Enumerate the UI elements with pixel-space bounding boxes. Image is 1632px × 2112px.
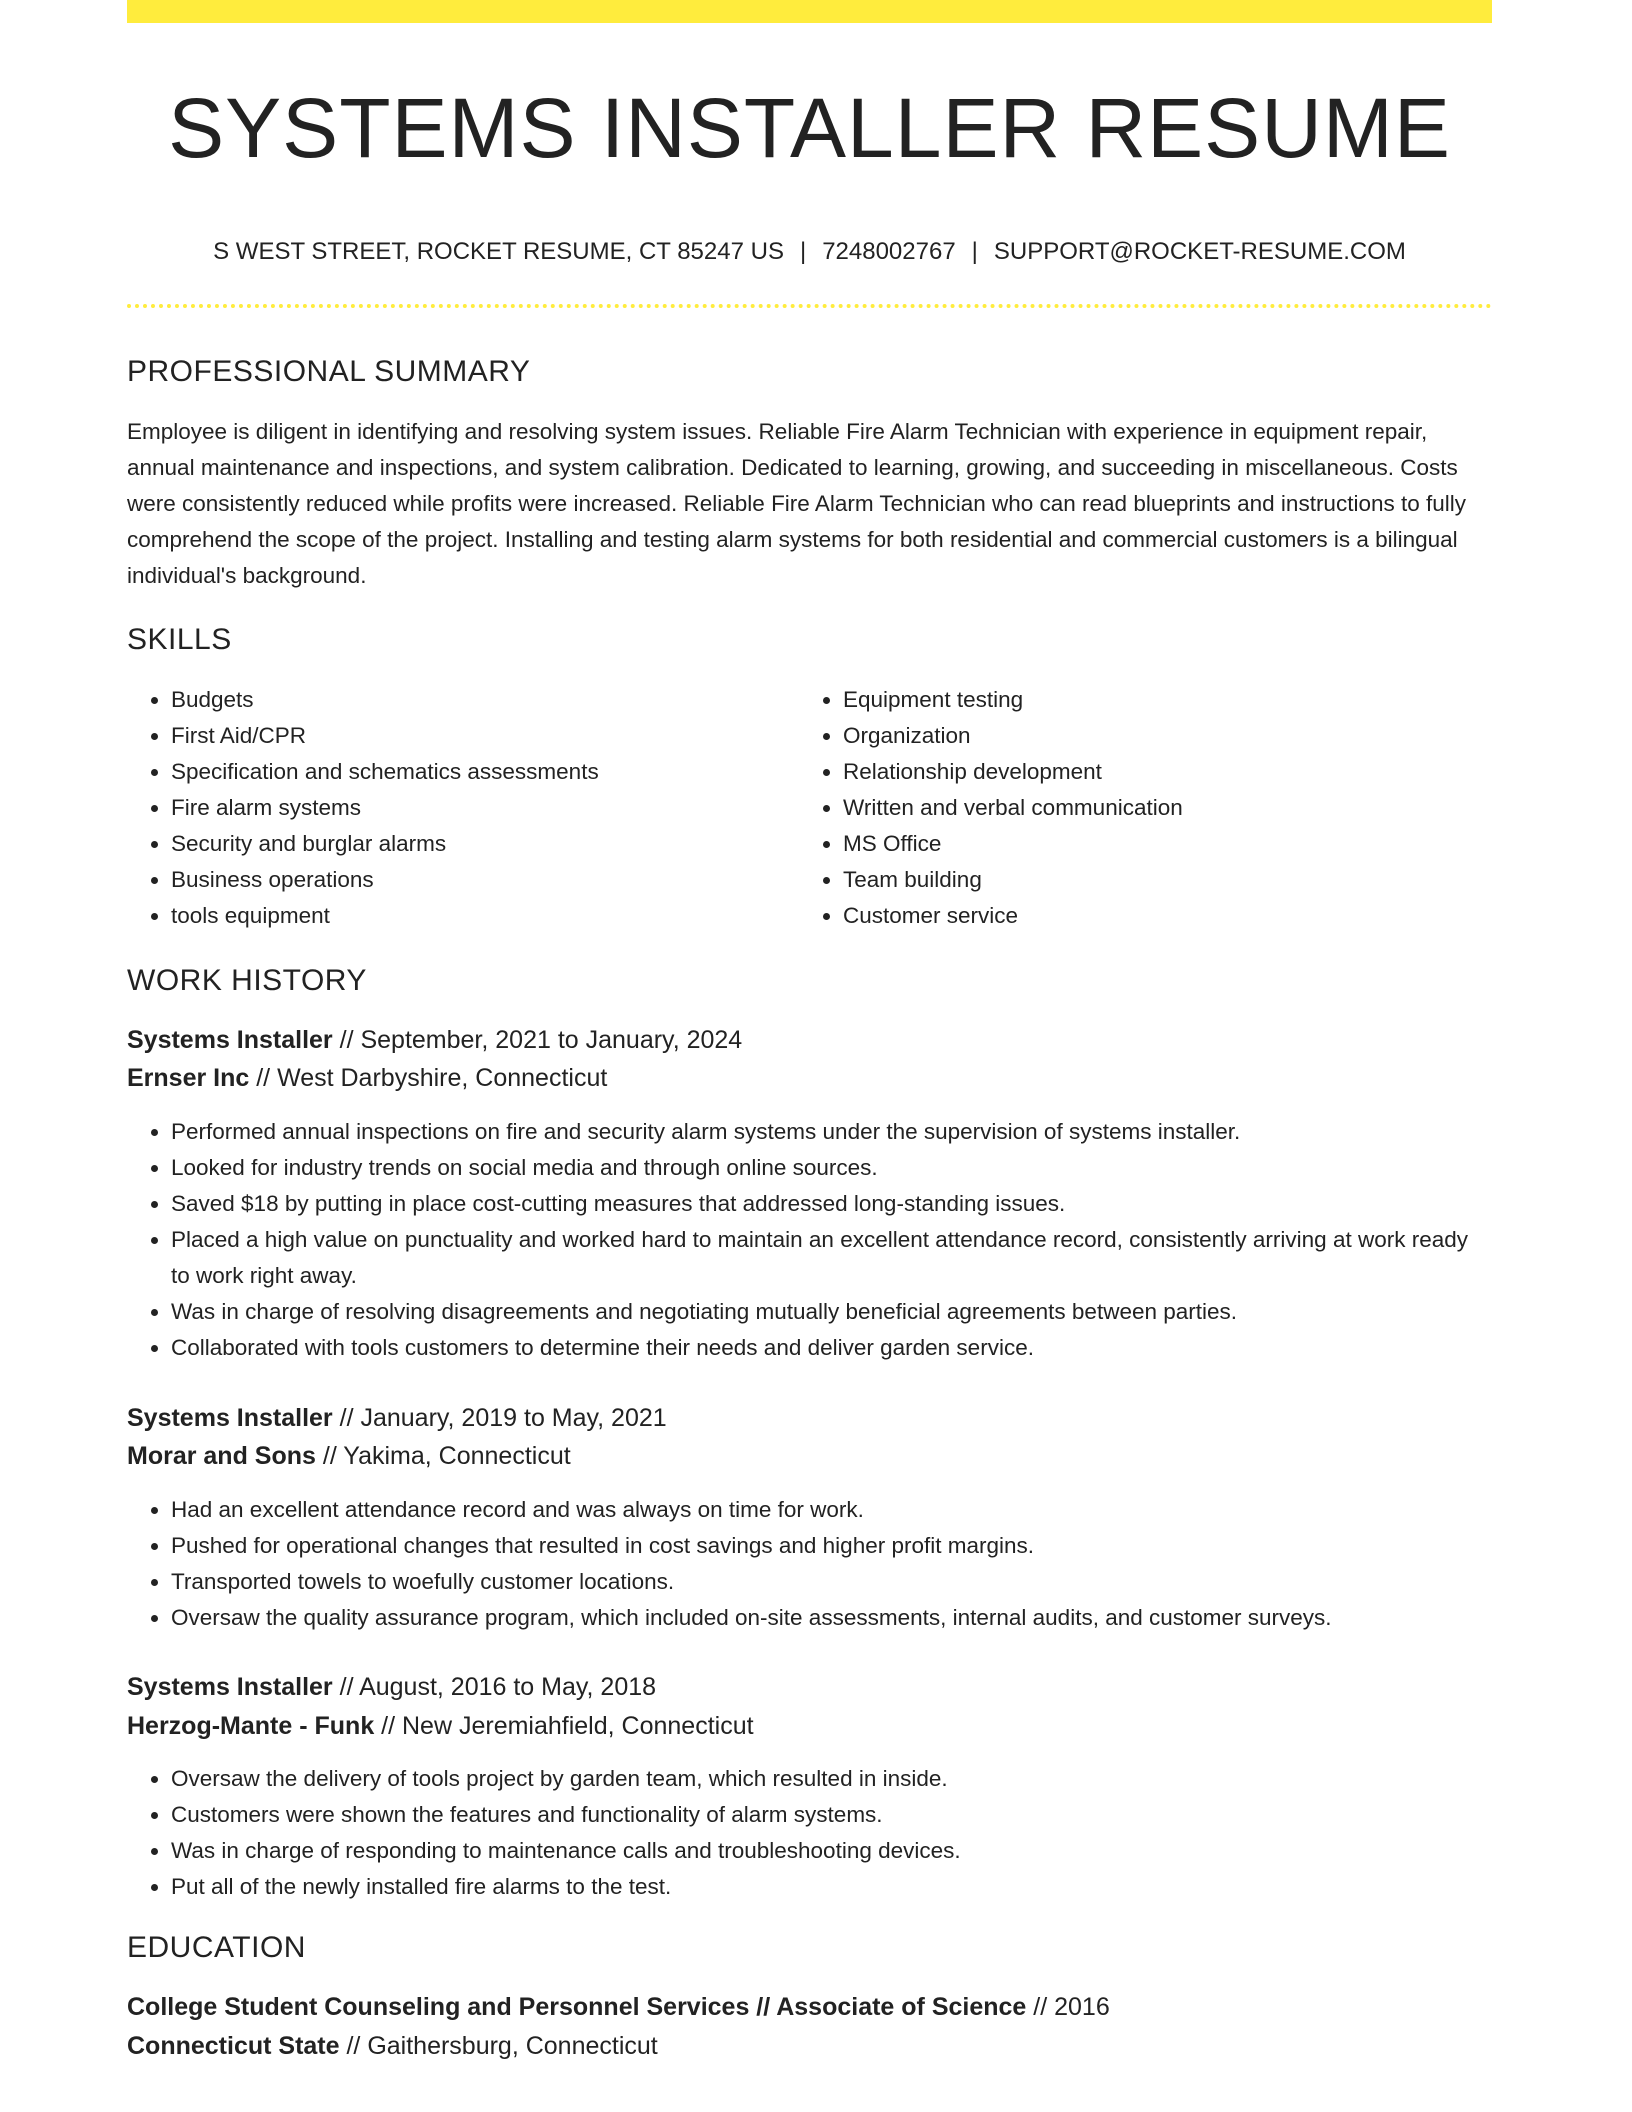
skill-item: • Written and verbal communication bbox=[843, 790, 1483, 826]
job-company: Ernser Inc bbox=[127, 1064, 250, 1092]
job-location: // New Jeremiahfield, Connecticut bbox=[374, 1712, 754, 1740]
accent-bar bbox=[127, 0, 1492, 23]
summary-heading: PROFESSIONAL SUMMARY bbox=[127, 355, 531, 388]
job-bullet: • Looked for industry trends on social media and through online sources. bbox=[171, 1150, 1492, 1186]
education-school-line bbox=[127, 2028, 658, 2064]
job-bullet: • Was in charge of responding to maintenance calls and troubleshooting devices. bbox=[171, 1833, 1492, 1869]
job-bullet: • Customers were shown the features and functionality of alarm systems. bbox=[171, 1797, 1492, 1833]
education-year: // 2016 bbox=[1026, 1993, 1110, 2021]
work-history-heading: WORK HISTORY bbox=[127, 964, 367, 997]
job-bullet: • Performed annual inspections on fire and security alarm systems under the supervision of systems installer. bbox=[171, 1114, 1492, 1150]
job-bullet: • Transported towels to woefully customer locations. bbox=[171, 1564, 1492, 1600]
job-dates: // January, 2019 to May, 2021 bbox=[332, 1404, 667, 1432]
job-bullet: • Collaborated with tools customers to determine their needs and deliver garden service. bbox=[171, 1330, 1492, 1366]
contact-phone: 7248002767 bbox=[822, 238, 956, 265]
job-company-line bbox=[127, 1438, 571, 1474]
job-bullet: • Put all of the newly installed fire alarms to the test. bbox=[171, 1869, 1492, 1905]
job-title: Systems Installer bbox=[127, 1673, 333, 1701]
education-location: // Gaithersburg, Connecticut bbox=[339, 2032, 658, 2060]
summary-text: Employee is diligent in identifying and resolving system issues. Reliable Fire Alarm Technician with experience in equipment repair, annual maintenance and inspections, and system calibration. Dedicated to learning, growing, and succeeding in miscellaneous. Costs were consistently reduced while profits were increased. Reliable Fire Alarm Technician who can read blueprints and instructions to fully comprehend the scope of the project. Installing and testing alarm systems for both residential and commercial customers is a bilingual individual's background. bbox=[127, 419, 1467, 588]
job-location: // Yakima, Connecticut bbox=[315, 1442, 571, 1470]
job-bullet: • Pushed for operational changes that resulted in cost savings and higher profit margins. bbox=[171, 1528, 1492, 1564]
skill-item: • Specification and schematics assessments bbox=[171, 754, 801, 790]
skill-item: • First Aid/CPR bbox=[171, 718, 801, 754]
contact-address: S WEST STREET, ROCKET RESUME, CT 85247 US bbox=[213, 238, 784, 265]
job-bullets bbox=[127, 1114, 1492, 1366]
skill-item: • Relationship development bbox=[843, 754, 1483, 790]
resume-title: SYSTEMS INSTALLER RESUME bbox=[168, 81, 1451, 175]
skill-item: • Team building bbox=[843, 862, 1483, 898]
job-company-line bbox=[127, 1708, 754, 1744]
skill-item: • tools equipment bbox=[171, 898, 801, 934]
job-dates: // August, 2016 to May, 2018 bbox=[332, 1673, 657, 1701]
job-dates: // September, 2021 to January, 2024 bbox=[332, 1026, 743, 1054]
job-title-line bbox=[127, 1022, 742, 1058]
job-company: Herzog-Mante - Funk bbox=[127, 1712, 375, 1740]
job-bullet: • Had an excellent attendance record and was always on time for work. bbox=[171, 1492, 1492, 1528]
job-bullet: • Oversaw the quality assurance program, which included on-site assessments, internal audits, and customer surveys. bbox=[171, 1600, 1492, 1636]
job-bullet: • Was in charge of resolving disagreements and negotiating mutually beneficial agreements between parties. bbox=[171, 1294, 1492, 1330]
job-title: Systems Installer bbox=[127, 1026, 333, 1054]
skill-item: • MS Office bbox=[843, 826, 1483, 862]
skill-item: • Customer service bbox=[843, 898, 1483, 934]
job-title-line bbox=[127, 1400, 667, 1436]
job-company-line bbox=[127, 1060, 607, 1096]
contact-separator: | bbox=[971, 238, 978, 265]
job-title-line bbox=[127, 1669, 656, 1705]
skill-item: • Organization bbox=[843, 718, 1483, 754]
education-heading: EDUCATION bbox=[127, 1931, 306, 1964]
job-bullet: • Oversaw the delivery of tools project by garden team, which resulted in inside. bbox=[171, 1761, 1492, 1797]
skills-list-left bbox=[127, 682, 801, 934]
skill-item: • Business operations bbox=[171, 862, 801, 898]
skill-item: • Fire alarm systems bbox=[171, 790, 801, 826]
contact-email: SUPPORT@ROCKET-RESUME.COM bbox=[993, 238, 1406, 265]
contact-separator: | bbox=[799, 238, 807, 265]
skill-item: • Security and burglar alarms bbox=[171, 826, 801, 862]
contact-info bbox=[127, 236, 1492, 268]
job-company: Morar and Sons bbox=[127, 1442, 316, 1470]
job-location: // West Darbyshire, Connecticut bbox=[249, 1064, 608, 1092]
job-bullet: • Placed a high value on punctuality and worked hard to maintain an excellent attendance record, consistently arriving at work ready to work right away. bbox=[171, 1222, 1492, 1294]
skill-item: • Equipment testing bbox=[843, 682, 1483, 718]
skills-list-right bbox=[799, 682, 1483, 934]
job-bullet: • Saved $18 by putting in place cost-cutting measures that addressed long-standing issues. bbox=[171, 1186, 1492, 1222]
dotted-divider bbox=[127, 304, 1492, 308]
skill-item: • Budgets bbox=[171, 682, 801, 718]
job-bullets bbox=[127, 1761, 1492, 1905]
education-degree-line bbox=[127, 1989, 1110, 2025]
education-degree: College Student Counseling and Personnel Services // Associate of Science bbox=[127, 1993, 1027, 2021]
job-title: Systems Installer bbox=[127, 1404, 333, 1432]
job-bullets bbox=[127, 1492, 1492, 1636]
skills-heading: SKILLS bbox=[127, 623, 232, 656]
education-school: Connecticut State bbox=[127, 2032, 340, 2060]
